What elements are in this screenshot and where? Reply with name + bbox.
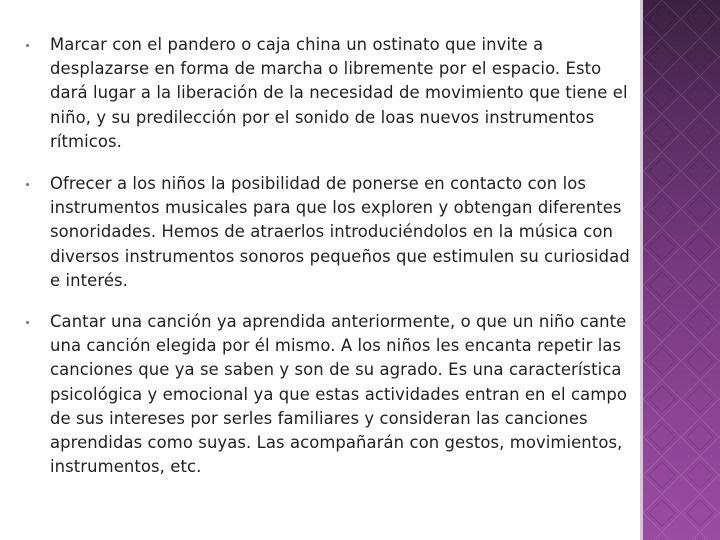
bullet-dot-icon [26,321,29,324]
bullet-text: Marcar con el pandero o caja china un ostinato que invite a desplazarse en forma de marcha o libremente por el espacio. Esto dará lugar a la liberación de la necesidad de movimiento que tiene el niño, y su predilección por el sonido de loas nuevos instrumentos rítmicos. [50,35,628,151]
bullet-text: Cantar una canción ya aprendida anteriormente, o que un niño cante una canción elegida por él mismo. A los niños les encanta repetir las canciones que ya se saben y son de su agrado. Es una característica psicológica y emocional ya que estas actividades entran en el campo de sus intereses por serles familiares y consideran las canciones aprendidas como suyas. Las acompañarán con gestos, movimientos, instrumentos, etc. [50,312,627,477]
bullet-item [50,310,632,479]
bullet-dot-icon [26,44,29,47]
bullet-item [50,33,632,154]
bullet-dot-icon [26,183,29,186]
decorative-side-panel [643,0,720,540]
diamond-pattern-decoration [643,0,720,540]
bullet-item [50,172,632,293]
bullet-text: Ofrecer a los niños la posibilidad de ponerse en contacto con los instrumentos musicales para que los exploren y obtengan diferentes sonoridades. Hemos de atraerlos introduciéndolos en la música con diversos instrumentos sonoros pequeños que estimulen su curiosidad e interés. [50,174,630,290]
